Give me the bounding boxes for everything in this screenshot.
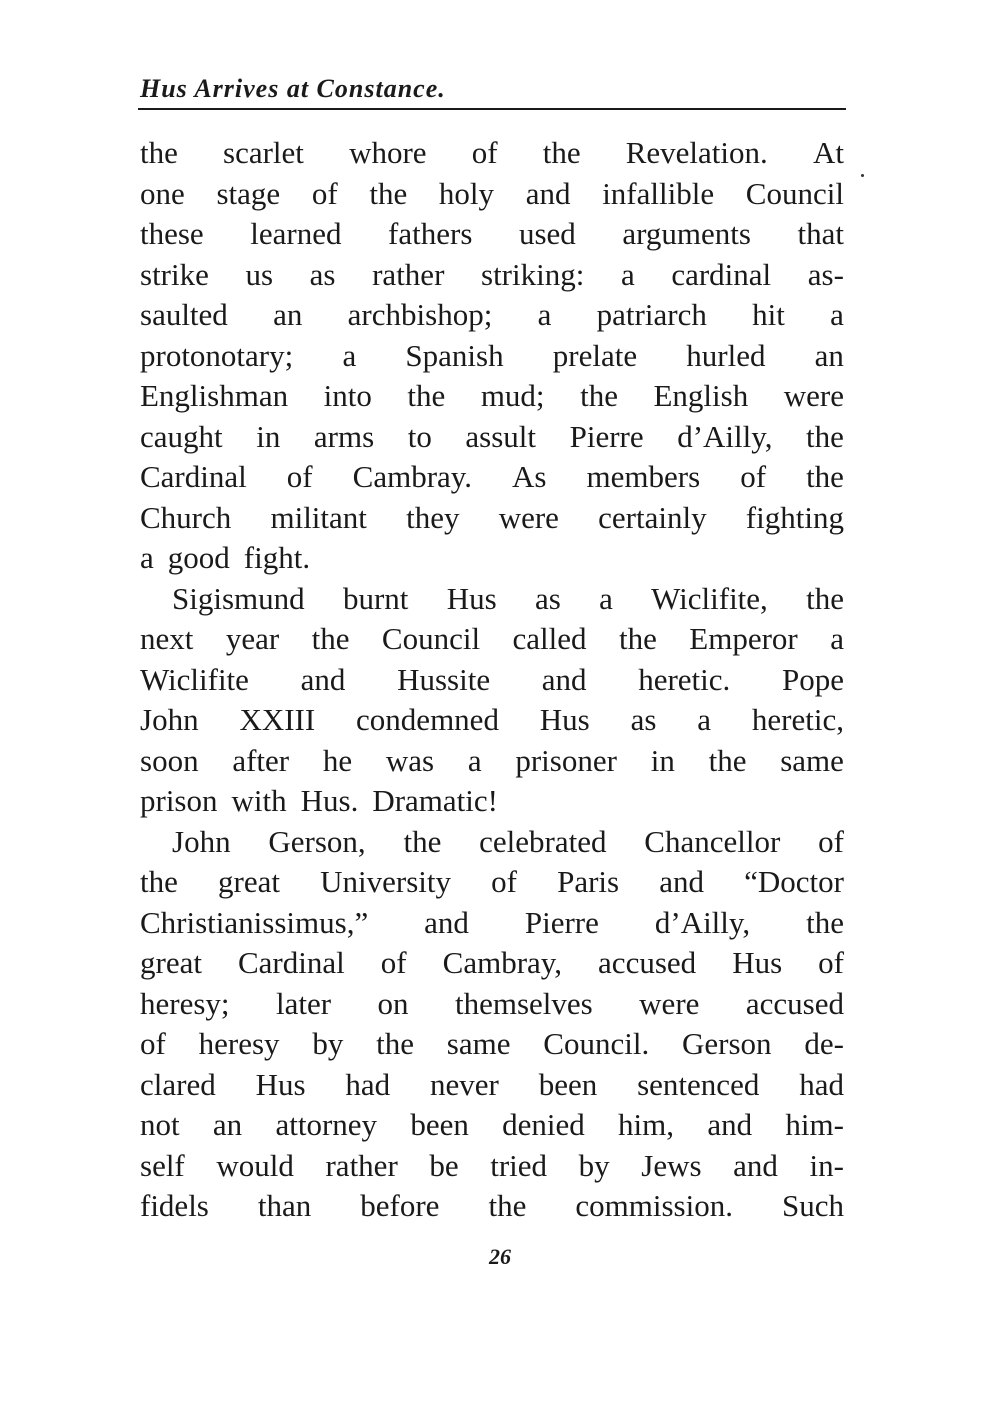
text-line: next year the Council called the Emperor a (140, 621, 844, 656)
text-line: Christianissimus,” and Pierre d’Ailly, the (140, 904, 844, 940)
print-speck (861, 174, 864, 177)
text-line: of heresy by the same Council. Gerson de- (140, 1026, 844, 1061)
text-line: protonotary; a Spanish prelate hurled an (140, 337, 844, 373)
text-line: fidels than before the commission. Such (140, 1188, 844, 1223)
text-line: prison with Hus. Dramatic! (140, 783, 498, 818)
header-rule (138, 108, 846, 110)
text-line: strike us as rather striking: a cardinal as- (140, 256, 844, 292)
text-line: clared Hus had never been sentenced had (140, 1066, 844, 1102)
text-line: not an attorney been denied him, and him- (140, 1107, 844, 1142)
text-line: John XXIII condemned Hus as a heretic, (140, 702, 844, 737)
text-line: the scarlet whore of the Revelation. At (140, 135, 844, 170)
running-head: Hus Arrives at Constance. (140, 74, 446, 103)
text-line: Sigismund burnt Hus as a Wiclifite, the (172, 580, 844, 616)
body-text (140, 133, 844, 1227)
text-line: soon after he was a prisoner in the same (140, 742, 844, 778)
text-line: John Gerson, the celebrated Chancellor of (172, 823, 844, 859)
text-line: one stage of the holy and infallible Council (140, 175, 844, 211)
text-line: these learned fathers used arguments that (140, 216, 844, 251)
text-line: Wiclifite and Hussite and heretic. Pope (140, 661, 844, 697)
page-number: 26 (489, 1244, 511, 1269)
text-line: the great University of Paris and “Doctor (140, 864, 844, 899)
text-line: Church militant they were certainly fighting (140, 499, 844, 535)
text-line: great Cardinal of Cambray, accused Hus of (140, 945, 844, 980)
text-line: Cardinal of Cambray. As members of the (140, 459, 844, 494)
text-line: Englishman into the mud; the English were (140, 378, 844, 413)
text-line: saulted an archbishop; a patriarch hit a (140, 297, 844, 332)
text-line: self would rather be tried by Jews and in- (140, 1147, 844, 1183)
text-line: heresy; later on themselves were accused (140, 985, 844, 1021)
text-line: caught in arms to assult Pierre d’Ailly, the (140, 418, 844, 454)
text-line: a good fight. (140, 540, 311, 575)
